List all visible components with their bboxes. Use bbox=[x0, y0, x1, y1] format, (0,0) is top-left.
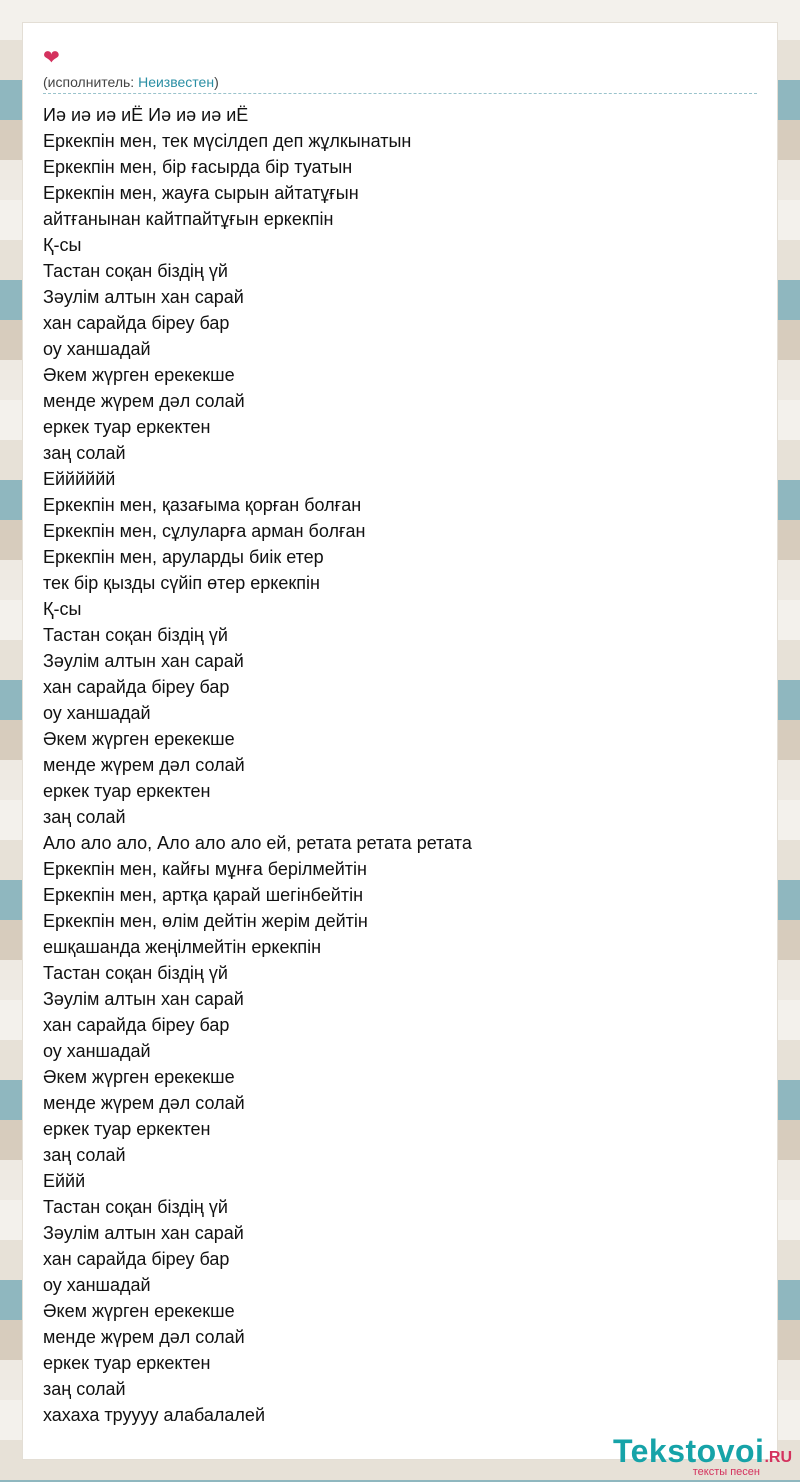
lyric-line: Әкем жүрген ерекекше bbox=[43, 1301, 235, 1321]
lyric-line: заң солай bbox=[43, 1145, 126, 1165]
logo-tld: .RU bbox=[764, 1449, 792, 1466]
lyric-line: оу ханшадай bbox=[43, 1041, 151, 1061]
lyric-line: Әкем жүрген ерекекше bbox=[43, 729, 235, 749]
lyric-line: оу ханшадай bbox=[43, 703, 151, 723]
lyric-line: Еркекпін мен, сұлуларға арман болған bbox=[43, 521, 366, 541]
lyric-line: Еркекпін мен, аруларды биік етер bbox=[43, 547, 324, 567]
lyric-line: Еййй bbox=[43, 1171, 86, 1191]
lyric-line: заң солай bbox=[43, 443, 126, 463]
lyrics-card bbox=[22, 22, 778, 1460]
lyric-line: Тастан соқан біздің үй bbox=[43, 261, 228, 281]
lyric-line: Ейййййй bbox=[43, 469, 116, 489]
artist-line bbox=[43, 73, 757, 94]
lyric-line: менде жүрем дәл солай bbox=[43, 1093, 245, 1113]
lyric-line: Еркекпін мен, кайғы мұнға берілмейтін bbox=[43, 859, 367, 879]
lyric-line: Тастан соқан біздің үй bbox=[43, 1197, 228, 1217]
lyric-line: Еркекпін мен, бір ғасырда бір туатын bbox=[43, 157, 353, 177]
lyric-line: Тастан соқан біздің үй bbox=[43, 963, 228, 983]
site-logo[interactable] bbox=[613, 1434, 792, 1478]
lyric-line: хан сарайда біреу бар bbox=[43, 1015, 230, 1035]
lyric-line: хан сарайда біреу бар bbox=[43, 1249, 230, 1269]
lyric-line: еркек туар еркектен bbox=[43, 781, 211, 801]
lyric-line: Қ-сы bbox=[43, 235, 82, 255]
lyric-line: Зәулім алтын хан сарай bbox=[43, 1223, 244, 1243]
heart-icon[interactable]: ❤ bbox=[43, 47, 60, 69]
lyric-line: Зәулім алтын хан сарай bbox=[43, 287, 244, 307]
lyric-line: Еркекпін мен, артқа қарай шегінбейтін bbox=[43, 885, 364, 905]
lyric-line: хан сарайда біреу бар bbox=[43, 313, 230, 333]
logo-tagline: тексты песен bbox=[692, 1466, 760, 1478]
lyric-line: Ало ало ало, Ало ало ало ей, ретата ретата ретата bbox=[43, 833, 472, 853]
lyric-line: заң солай bbox=[43, 1379, 126, 1399]
lyric-line: оу ханшадай bbox=[43, 1275, 151, 1295]
logo-name: Tekstovoi bbox=[612, 1433, 765, 1469]
lyric-line: Әкем жүрген ерекекше bbox=[43, 1067, 235, 1087]
lyric-line: тек бір қызды сүйіп өтер еркекпін bbox=[43, 573, 320, 593]
lyric-line: Еркекпін мен, өлім дейтін жерім дейтін bbox=[43, 911, 368, 931]
lyric-line: еркек туар еркектен bbox=[43, 1119, 211, 1139]
lyric-line: Тастан соқан біздің үй bbox=[43, 625, 228, 645]
lyric-line: оу ханшадай bbox=[43, 339, 151, 359]
lyric-line: Зәулім алтын хан сарай bbox=[43, 651, 244, 671]
lyric-line: айтғанынан кайтпайтұғын еркекпін bbox=[43, 209, 334, 229]
lyric-line: ешқашанда жеңілмейтін еркекпін bbox=[43, 937, 322, 957]
lyrics-text bbox=[43, 102, 757, 1428]
lyric-line: Еркекпін мен, тек мүсілдеп деп жұлкынатын bbox=[43, 131, 412, 151]
lyric-line: менде жүрем дәл солай bbox=[43, 391, 245, 411]
artist-link[interactable]: Неизвестен bbox=[138, 74, 215, 90]
lyric-line: Әкем жүрген ерекекше bbox=[43, 365, 235, 385]
artist-prefix: (исполнитель: bbox=[43, 74, 139, 90]
lyric-line: Қ-сы bbox=[43, 599, 82, 619]
lyric-line: менде жүрем дәл солай bbox=[43, 1327, 245, 1347]
lyric-line: хан сарайда біреу бар bbox=[43, 677, 230, 697]
lyric-line: Еркекпін мен, жауға сырын айтатұғын bbox=[43, 183, 359, 203]
artist-suffix: ) bbox=[214, 74, 219, 90]
lyric-line: Зәулім алтын хан сарай bbox=[43, 989, 244, 1009]
lyric-line: хахаха труууу алабалалей bbox=[43, 1405, 265, 1425]
lyric-line: Иә иә иә иЁ Иә иә иә иЁ bbox=[43, 105, 249, 125]
lyric-line: менде жүрем дәл солай bbox=[43, 755, 245, 775]
lyric-line: еркек туар еркектен bbox=[43, 1353, 211, 1373]
lyric-line: еркек туар еркектен bbox=[43, 417, 211, 437]
lyric-line: Еркекпін мен, қазағыма қорған болған bbox=[43, 495, 362, 515]
lyric-line: заң солай bbox=[43, 807, 126, 827]
